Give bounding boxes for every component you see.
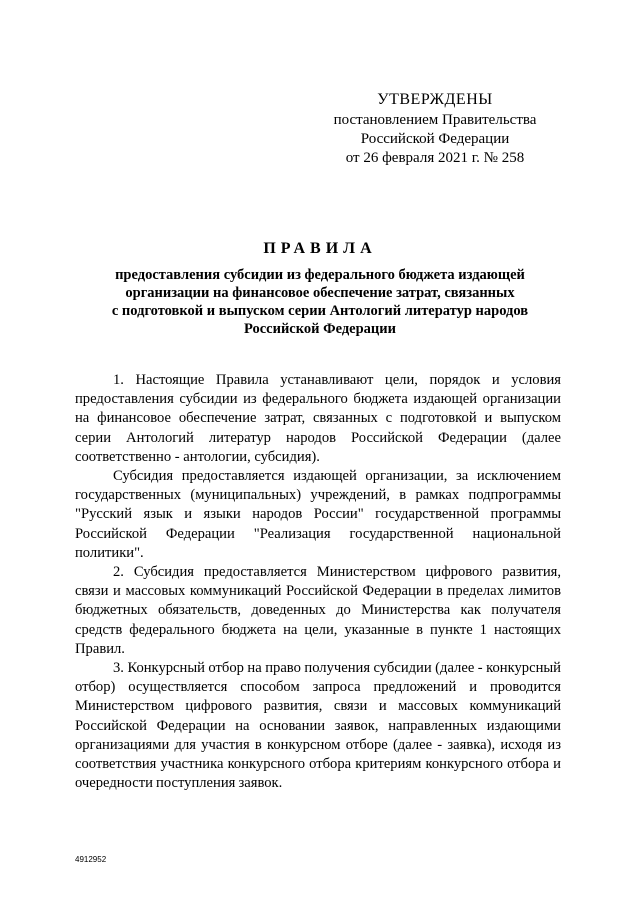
approval-heading: УТВЕРЖДЕНЫ — [377, 91, 493, 108]
paragraph-1: 1. Настоящие Правила устанавливают цели, порядок и условия предоставления субсидии из федерального бюджета издающей организации на финансовое обеспечение затрат, связанных с подготовкой и выпуском серии Антологий литератур народов Российской Федерации (далее соответственно - антологии, субсидия). — [75, 372, 561, 465]
approval-line-3: от 26 февраля 2021 г. № 258 — [345, 150, 525, 166]
paragraph-2: Субсидия предоставляется издающей организации, за исключением государственных (муниципальных) учреждений, в рамках подпрограммы "Русский язык и языки народов России" государственной программы Российской Федерации "Реализация государственной национальной политики". — [75, 468, 561, 561]
approval-line-2: Российской Федерации — [360, 131, 510, 147]
document-subtitle — [80, 266, 560, 338]
subtitle-line-4: Российской Федерации — [243, 321, 396, 337]
document-code: 4912952 — [75, 855, 107, 864]
approval-stamp — [330, 90, 540, 168]
document-body — [75, 371, 561, 793]
paragraph-3: 2. Субсидия предоставляется Министерством цифрового развития, связи и массовых коммуникаций Российской Федерации в пределах лимитов бюджетных обязательств, доведенных до Министерства как получателя средств федерального бюджета на цели, указанные в пункте 1 настоящих Правил. — [75, 564, 561, 657]
subtitle-line-1: предоставления субсидии из федерального бюджета издающей — [115, 267, 525, 283]
subtitle-line-3: с подготовкой и выпуском серии Антологий литератур народов — [111, 303, 529, 319]
document-title: ПРАВИЛА — [263, 240, 377, 257]
subtitle-line-2: организации на финансовое обеспечение затрат, связанных — [125, 285, 515, 301]
paragraph-4: 3. Конкурсный отбор на право получения субсидии (далее - конкурсный отбор) осуществляется способом запроса предложений и проводится Министерством цифрового развития, связи и массовых коммуникаций Российской Федерации на основании заявок, направленных издающими организациями для участия в конкурсном отборе (далее - заявка), исходя из соответствия участника конкурсного отбора критериям конкурсного отбора и очередности поступления заявок. — [75, 660, 561, 792]
approval-line-1: постановлением Правительства — [333, 112, 537, 128]
